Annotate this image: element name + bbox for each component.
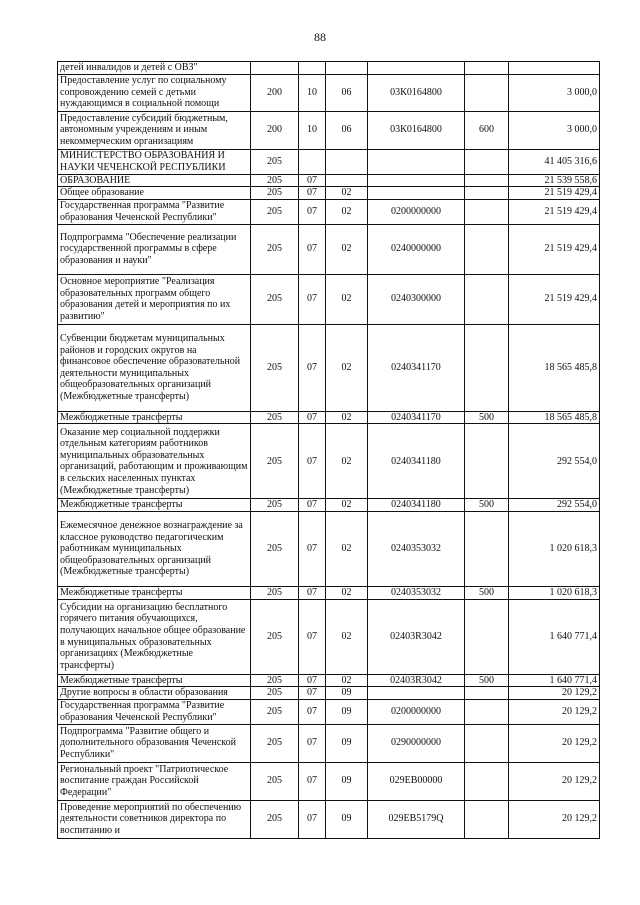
row-pr: 09: [326, 762, 368, 800]
row-csr: 0200000000: [368, 699, 465, 724]
row-vr: 600: [465, 111, 509, 149]
table-row: [58, 62, 600, 75]
row-vr: [465, 274, 509, 324]
table-row: [58, 800, 600, 838]
row-ved: 205: [251, 324, 299, 411]
row-pr: 09: [326, 687, 368, 700]
row-ved: 205: [251, 599, 299, 674]
table-row: [58, 724, 600, 762]
row-ved: 205: [251, 274, 299, 324]
row-amount: 21 519 429,4: [509, 224, 600, 274]
row-vr: [465, 762, 509, 800]
row-amount: 18 565 485,8: [509, 411, 600, 424]
row-amount: 3 000,0: [509, 111, 600, 149]
row-vr: 500: [465, 499, 509, 512]
row-ved: 205: [251, 800, 299, 838]
row-amount: 20 129,2: [509, 687, 600, 700]
row-name: Подпрограмма "Обеспечение реализации государственной программы в сфере образования и науки": [58, 224, 251, 274]
table-row: [58, 187, 600, 200]
row-rz: 10: [299, 111, 326, 149]
row-ved: 200: [251, 74, 299, 111]
row-rz: 07: [299, 187, 326, 200]
row-rz: 07: [299, 199, 326, 224]
row-name: детей инвалидов и детей с ОВЗ": [58, 62, 251, 75]
row-csr: [368, 687, 465, 700]
row-pr: 02: [326, 274, 368, 324]
row-csr: 0240300000: [368, 274, 465, 324]
table-row: [58, 224, 600, 274]
row-name: Предоставление услуг по социальному сопровождению семей с детьми нуждающимся в социальной помощи: [58, 74, 251, 111]
row-rz: 07: [299, 224, 326, 274]
table-row: [58, 199, 600, 224]
row-amount: 21 539 558,6: [509, 174, 600, 187]
row-csr: 0240341170: [368, 324, 465, 411]
row-amount: 18 565 485,8: [509, 324, 600, 411]
row-name: Проведение мероприятий по обеспечению деятельности советников директора по воспитанию и: [58, 800, 251, 838]
row-name: Ежемесячное денежное вознаграждение за классное руководство педагогическим работникам муниципальных общеобразовательных организаций (Межбюджетные трансферты): [58, 511, 251, 586]
row-rz: 07: [299, 599, 326, 674]
row-amount: 20 129,2: [509, 699, 600, 724]
row-csr: 0240353032: [368, 586, 465, 599]
row-amount: 21 519 429,4: [509, 187, 600, 200]
row-name: Общее образование: [58, 187, 251, 200]
table-row: [58, 687, 600, 700]
row-amount: 20 129,2: [509, 762, 600, 800]
row-pr: [326, 149, 368, 174]
row-amount: 292 554,0: [509, 499, 600, 512]
row-csr: 02403R3042: [368, 599, 465, 674]
row-pr: 02: [326, 674, 368, 687]
table-row: [58, 174, 600, 187]
row-pr: 06: [326, 74, 368, 111]
row-name: Оказание мер социальной поддержки отдельным категориям работников муниципальных образовательных организаций, работающим и проживающим в сельских населенных пунктах (Межбюджетные трансферты): [58, 424, 251, 499]
row-rz: [299, 149, 326, 174]
row-rz: 07: [299, 687, 326, 700]
row-ved: 205: [251, 149, 299, 174]
row-vr: [465, 187, 509, 200]
row-name: Другие вопросы в области образования: [58, 687, 251, 700]
row-pr: [326, 174, 368, 187]
row-amount: 1 020 618,3: [509, 586, 600, 599]
row-name: Межбюджетные трансферты: [58, 411, 251, 424]
row-csr: [368, 62, 465, 75]
table-row: [58, 424, 600, 499]
row-rz: 07: [299, 411, 326, 424]
row-ved: 205: [251, 699, 299, 724]
row-name: Субсидии на организацию бесплатного горячего питания обучающихся, получающих начальное общее образование в муниципальных образовательных организациях (Межбюджетные трансферты): [58, 599, 251, 674]
row-ved: 205: [251, 687, 299, 700]
row-rz: 07: [299, 724, 326, 762]
row-rz: 07: [299, 511, 326, 586]
row-vr: [465, 511, 509, 586]
row-vr: [465, 424, 509, 499]
table-row: [58, 411, 600, 424]
row-pr: 02: [326, 511, 368, 586]
row-vr: [465, 62, 509, 75]
row-vr: [465, 699, 509, 724]
row-ved: 205: [251, 511, 299, 586]
row-ved: 205: [251, 762, 299, 800]
row-pr: 02: [326, 411, 368, 424]
row-name: Межбюджетные трансферты: [58, 499, 251, 512]
table-row: [58, 149, 600, 174]
row-vr: 500: [465, 411, 509, 424]
row-rz: 07: [299, 674, 326, 687]
row-pr: 09: [326, 724, 368, 762]
row-csr: 029ЕВ00000: [368, 762, 465, 800]
row-csr: 02403R3042: [368, 674, 465, 687]
row-csr: 0200000000: [368, 199, 465, 224]
row-name: ОБРАЗОВАНИЕ: [58, 174, 251, 187]
row-pr: 06: [326, 111, 368, 149]
row-csr: [368, 149, 465, 174]
row-vr: 500: [465, 674, 509, 687]
row-amount: [509, 62, 600, 75]
row-vr: [465, 687, 509, 700]
table-row: [58, 274, 600, 324]
table-row: [58, 599, 600, 674]
table-row: [58, 111, 600, 149]
row-csr: [368, 187, 465, 200]
row-vr: [465, 149, 509, 174]
table-row: [58, 324, 600, 411]
row-ved: 205: [251, 187, 299, 200]
table-row: [58, 586, 600, 599]
row-amount: 3 000,0: [509, 74, 600, 111]
row-name: Основное мероприятие "Реализация образовательных программ общего образования детей и мероприятия по их развитию": [58, 274, 251, 324]
row-pr: 02: [326, 586, 368, 599]
row-pr: 02: [326, 324, 368, 411]
row-name: Региональный проект "Патриотическое воспитание граждан Российской Федерации": [58, 762, 251, 800]
row-amount: 1 640 771,4: [509, 599, 600, 674]
row-rz: 07: [299, 499, 326, 512]
row-csr: 03К0164800: [368, 74, 465, 111]
row-name: Подпрограмма "Развитие общего и дополнительного образования Чеченской Республики": [58, 724, 251, 762]
row-amount: 1 020 618,3: [509, 511, 600, 586]
row-name: Предоставление субсидий бюджетным, автономным учреждениям и иным некоммерческим организациям: [58, 111, 251, 149]
row-rz: 07: [299, 800, 326, 838]
table-row: [58, 74, 600, 111]
row-ved: 205: [251, 724, 299, 762]
row-vr: [465, 74, 509, 111]
row-csr: 0240341180: [368, 499, 465, 512]
budget-table: [57, 61, 600, 839]
row-csr: 029ЕВ5179Q: [368, 800, 465, 838]
row-rz: 07: [299, 424, 326, 499]
row-vr: [465, 199, 509, 224]
row-amount: 21 519 429,4: [509, 199, 600, 224]
row-rz: 07: [299, 586, 326, 599]
row-vr: [465, 224, 509, 274]
row-ved: 200: [251, 111, 299, 149]
row-pr: 02: [326, 599, 368, 674]
row-rz: 07: [299, 762, 326, 800]
row-pr: 02: [326, 224, 368, 274]
row-name: Субвенции бюджетам муниципальных районов и городских округов на финансовое обеспечение образовательной деятельности муниципальных общеобразовательных организаций (Межбюджетные трансферты): [58, 324, 251, 411]
row-name: Межбюджетные трансферты: [58, 586, 251, 599]
row-vr: [465, 324, 509, 411]
row-ved: 205: [251, 424, 299, 499]
row-rz: 07: [299, 274, 326, 324]
row-pr: 02: [326, 424, 368, 499]
row-vr: [465, 800, 509, 838]
row-rz: 07: [299, 324, 326, 411]
row-ved: 205: [251, 199, 299, 224]
row-vr: [465, 174, 509, 187]
page-number: 88: [314, 30, 326, 44]
table-row: [58, 762, 600, 800]
row-ved: [251, 62, 299, 75]
row-ved: 205: [251, 411, 299, 424]
table-row: [58, 699, 600, 724]
row-name: Государственная программа "Развитие образования Чеченской Республики": [58, 199, 251, 224]
row-csr: 0240000000: [368, 224, 465, 274]
row-csr: 0240341170: [368, 411, 465, 424]
row-pr: 02: [326, 187, 368, 200]
row-rz: 10: [299, 74, 326, 111]
row-name: МИНИСТЕРСТВО ОБРАЗОВАНИЯ И НАУКИ ЧЕЧЕНСКОЙ РЕСПУБЛИКИ: [58, 149, 251, 174]
row-vr: [465, 599, 509, 674]
row-ved: 205: [251, 224, 299, 274]
table-row: [58, 674, 600, 687]
row-pr: 02: [326, 199, 368, 224]
table-row: [58, 511, 600, 586]
row-vr: 500: [465, 586, 509, 599]
row-csr: 0290000000: [368, 724, 465, 762]
row-pr: 09: [326, 800, 368, 838]
row-name: Государственная программа "Развитие образования Чеченской Республики": [58, 699, 251, 724]
row-amount: 20 129,2: [509, 800, 600, 838]
row-ved: 205: [251, 586, 299, 599]
row-csr: 0240341180: [368, 424, 465, 499]
row-ved: 205: [251, 674, 299, 687]
row-amount: 1 640 771,4: [509, 674, 600, 687]
row-pr: [326, 62, 368, 75]
row-csr: [368, 174, 465, 187]
row-csr: 03К0164800: [368, 111, 465, 149]
row-ved: 205: [251, 174, 299, 187]
row-pr: 02: [326, 499, 368, 512]
row-pr: 09: [326, 699, 368, 724]
row-rz: 07: [299, 699, 326, 724]
row-name: Межбюджетные трансферты: [58, 674, 251, 687]
row-amount: 41 405 316,6: [509, 149, 600, 174]
table-row: [58, 499, 600, 512]
row-rz: 07: [299, 174, 326, 187]
row-csr: 0240353032: [368, 511, 465, 586]
row-vr: [465, 724, 509, 762]
row-ved: 205: [251, 499, 299, 512]
row-rz: [299, 62, 326, 75]
row-amount: 20 129,2: [509, 724, 600, 762]
row-amount: 292 554,0: [509, 424, 600, 499]
row-amount: 21 519 429,4: [509, 274, 600, 324]
